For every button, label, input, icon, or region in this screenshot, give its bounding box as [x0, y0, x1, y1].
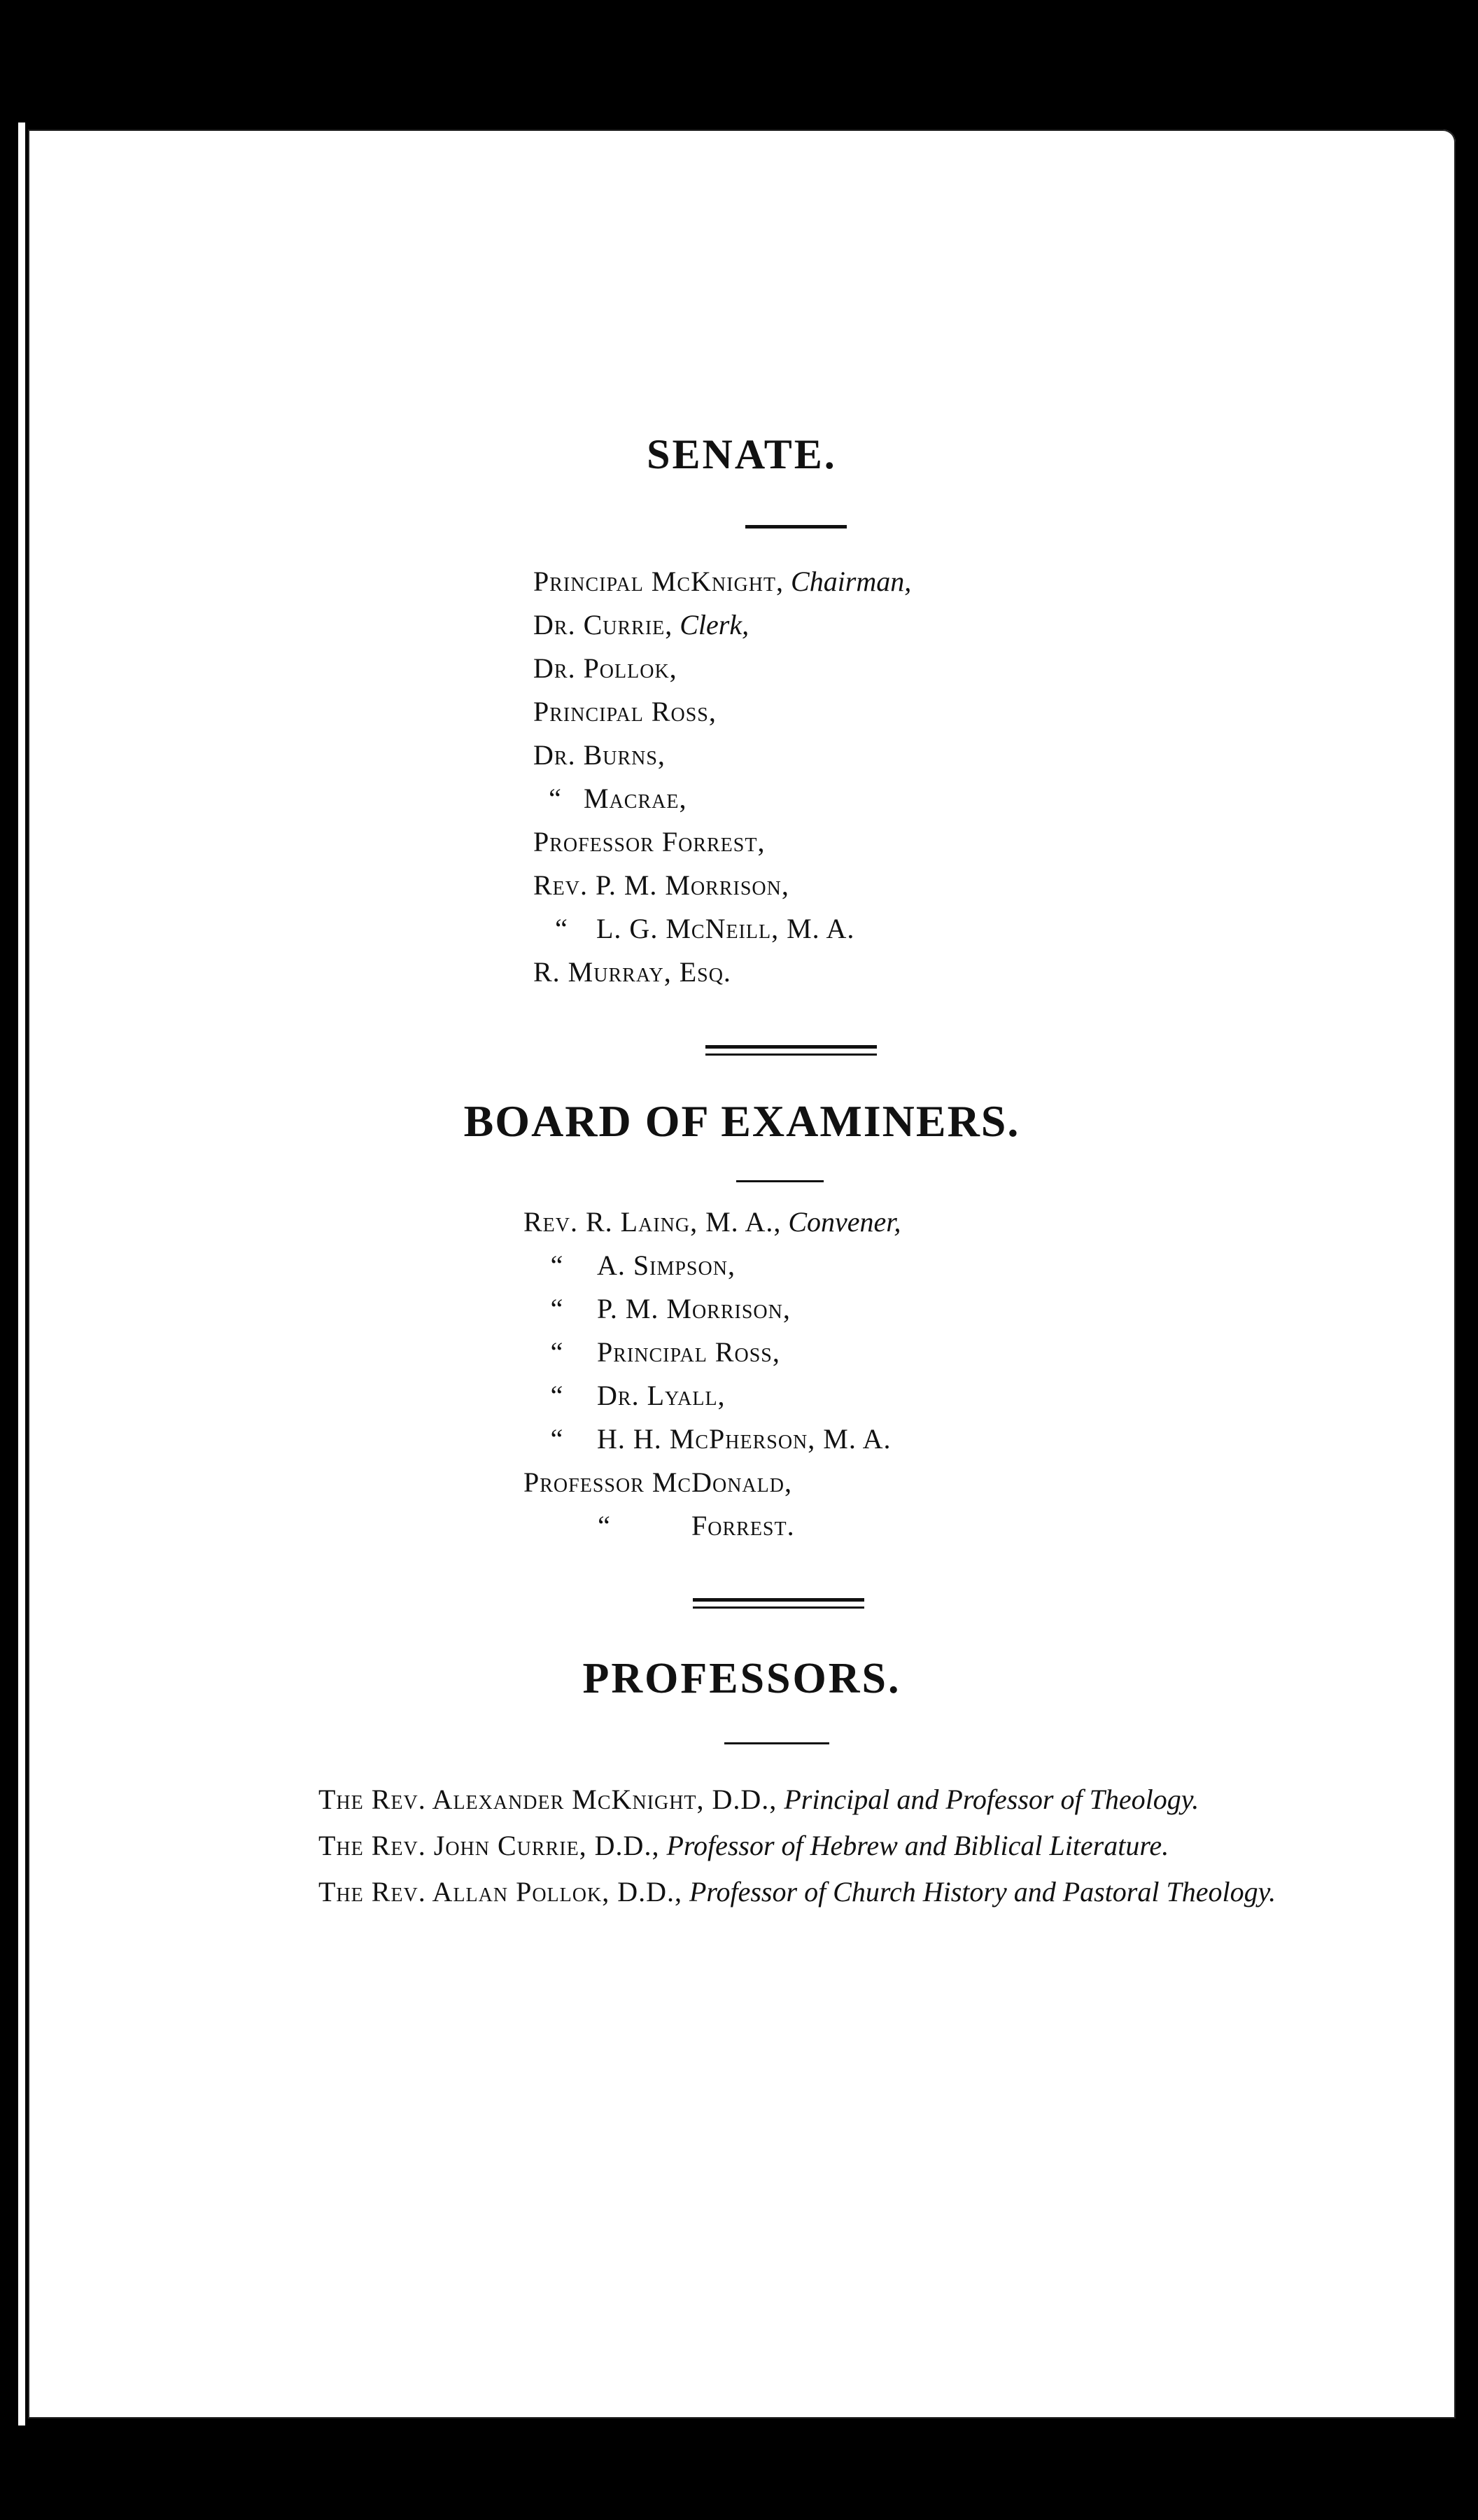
ditto-mark: “	[550, 1336, 563, 1368]
board-heading-rule	[736, 1180, 824, 1182]
board-member	[523, 1331, 901, 1374]
board-member-name: Professor McDonald,	[523, 1466, 792, 1498]
professor-name: The Rev. John Currie, D.D.,	[318, 1830, 660, 1861]
board-member	[523, 1504, 901, 1548]
professor-title: Professor of Hebrew and Biblical Literature.	[666, 1830, 1169, 1861]
senate-member-name: L. G. McNeill, M. A.	[596, 913, 855, 944]
senate-member	[533, 734, 911, 777]
senate-member-name: Principal McKnight,	[533, 566, 784, 597]
board-double-rule-top	[693, 1598, 864, 1602]
senate-member-name: Dr. Pollok,	[533, 652, 677, 684]
senate-member	[533, 690, 911, 734]
board-member-role: Convener,	[788, 1206, 901, 1238]
board-member	[523, 1200, 901, 1244]
senate-member-name: Macrae,	[584, 783, 687, 814]
senate-member	[533, 777, 911, 820]
board-member-name: H. H. McPherson, M. A.	[597, 1423, 892, 1455]
board-member-list	[523, 1200, 901, 1548]
professor-name: The Rev. Allan Pollok, D.D.,	[318, 1876, 682, 1907]
professor-entry	[318, 1824, 1284, 1868]
ditto-mark: “	[555, 913, 568, 944]
senate-double-rule-bottom	[705, 1054, 877, 1056]
professor-title: Professor of Church History and Pastoral Theology.	[689, 1876, 1276, 1907]
professor-entry	[318, 1870, 1284, 1914]
senate-member-role: Chairman,	[791, 566, 912, 597]
senate-heading: SENATE.	[647, 431, 837, 477]
ditto-mark: “	[550, 1250, 563, 1281]
senate-member-name: Dr. Currie,	[533, 609, 673, 640]
senate-member-name: Principal Ross,	[533, 696, 717, 727]
professor-title: Principal and Professor of Theology.	[784, 1784, 1199, 1815]
board-member	[523, 1461, 901, 1504]
document-page	[28, 130, 1456, 2418]
board-member	[523, 1287, 901, 1331]
professor-entry	[318, 1778, 1284, 1821]
senate-member-name: Rev. P. M. Morrison,	[533, 869, 789, 901]
senate-member	[533, 951, 911, 994]
professor-name: The Rev. Alexander McKnight, D.D.,	[318, 1784, 777, 1815]
ditto-mark: “	[550, 1423, 563, 1455]
senate-member	[533, 603, 911, 647]
senate-member	[533, 560, 911, 603]
board-double-rule-bottom	[693, 1606, 864, 1609]
senate-member-name: Dr. Burns,	[533, 739, 666, 771]
ditto-mark: “	[598, 1510, 610, 1541]
ditto-mark: “	[550, 1380, 563, 1411]
board-member	[523, 1374, 901, 1418]
board-member-name: Forrest.	[691, 1510, 795, 1541]
ditto-mark: “	[550, 1293, 563, 1324]
senate-member	[533, 820, 911, 864]
board-member-name: Principal Ross,	[597, 1336, 780, 1368]
board-member	[523, 1418, 901, 1461]
board-member-name: P. M. Morrison,	[597, 1293, 791, 1324]
senate-heading-rule	[745, 525, 847, 528]
board-member-name: Dr. Lyall,	[597, 1380, 726, 1411]
board-member-name: Rev. R. Laing, M. A.,	[523, 1206, 782, 1238]
professors-heading-rule	[724, 1742, 829, 1744]
senate-member	[533, 647, 911, 690]
professors-list	[318, 1778, 1284, 1917]
professors-heading: PROFESSORS.	[582, 1655, 901, 1702]
senate-member-list	[533, 560, 911, 994]
senate-member	[533, 907, 911, 951]
board-heading: BOARD OF EXAMINERS.	[463, 1096, 1020, 1146]
senate-member	[533, 864, 911, 907]
ditto-mark: “	[549, 783, 561, 814]
senate-member-name: Professor Forrest,	[533, 826, 766, 858]
board-member	[523, 1244, 901, 1287]
senate-member-name: R. Murray, Esq.	[533, 956, 731, 988]
senate-member-role: Clerk,	[680, 609, 749, 640]
page-left-edge	[18, 122, 25, 2426]
senate-double-rule-top	[705, 1045, 877, 1049]
board-member-name: A. Simpson,	[597, 1250, 736, 1281]
